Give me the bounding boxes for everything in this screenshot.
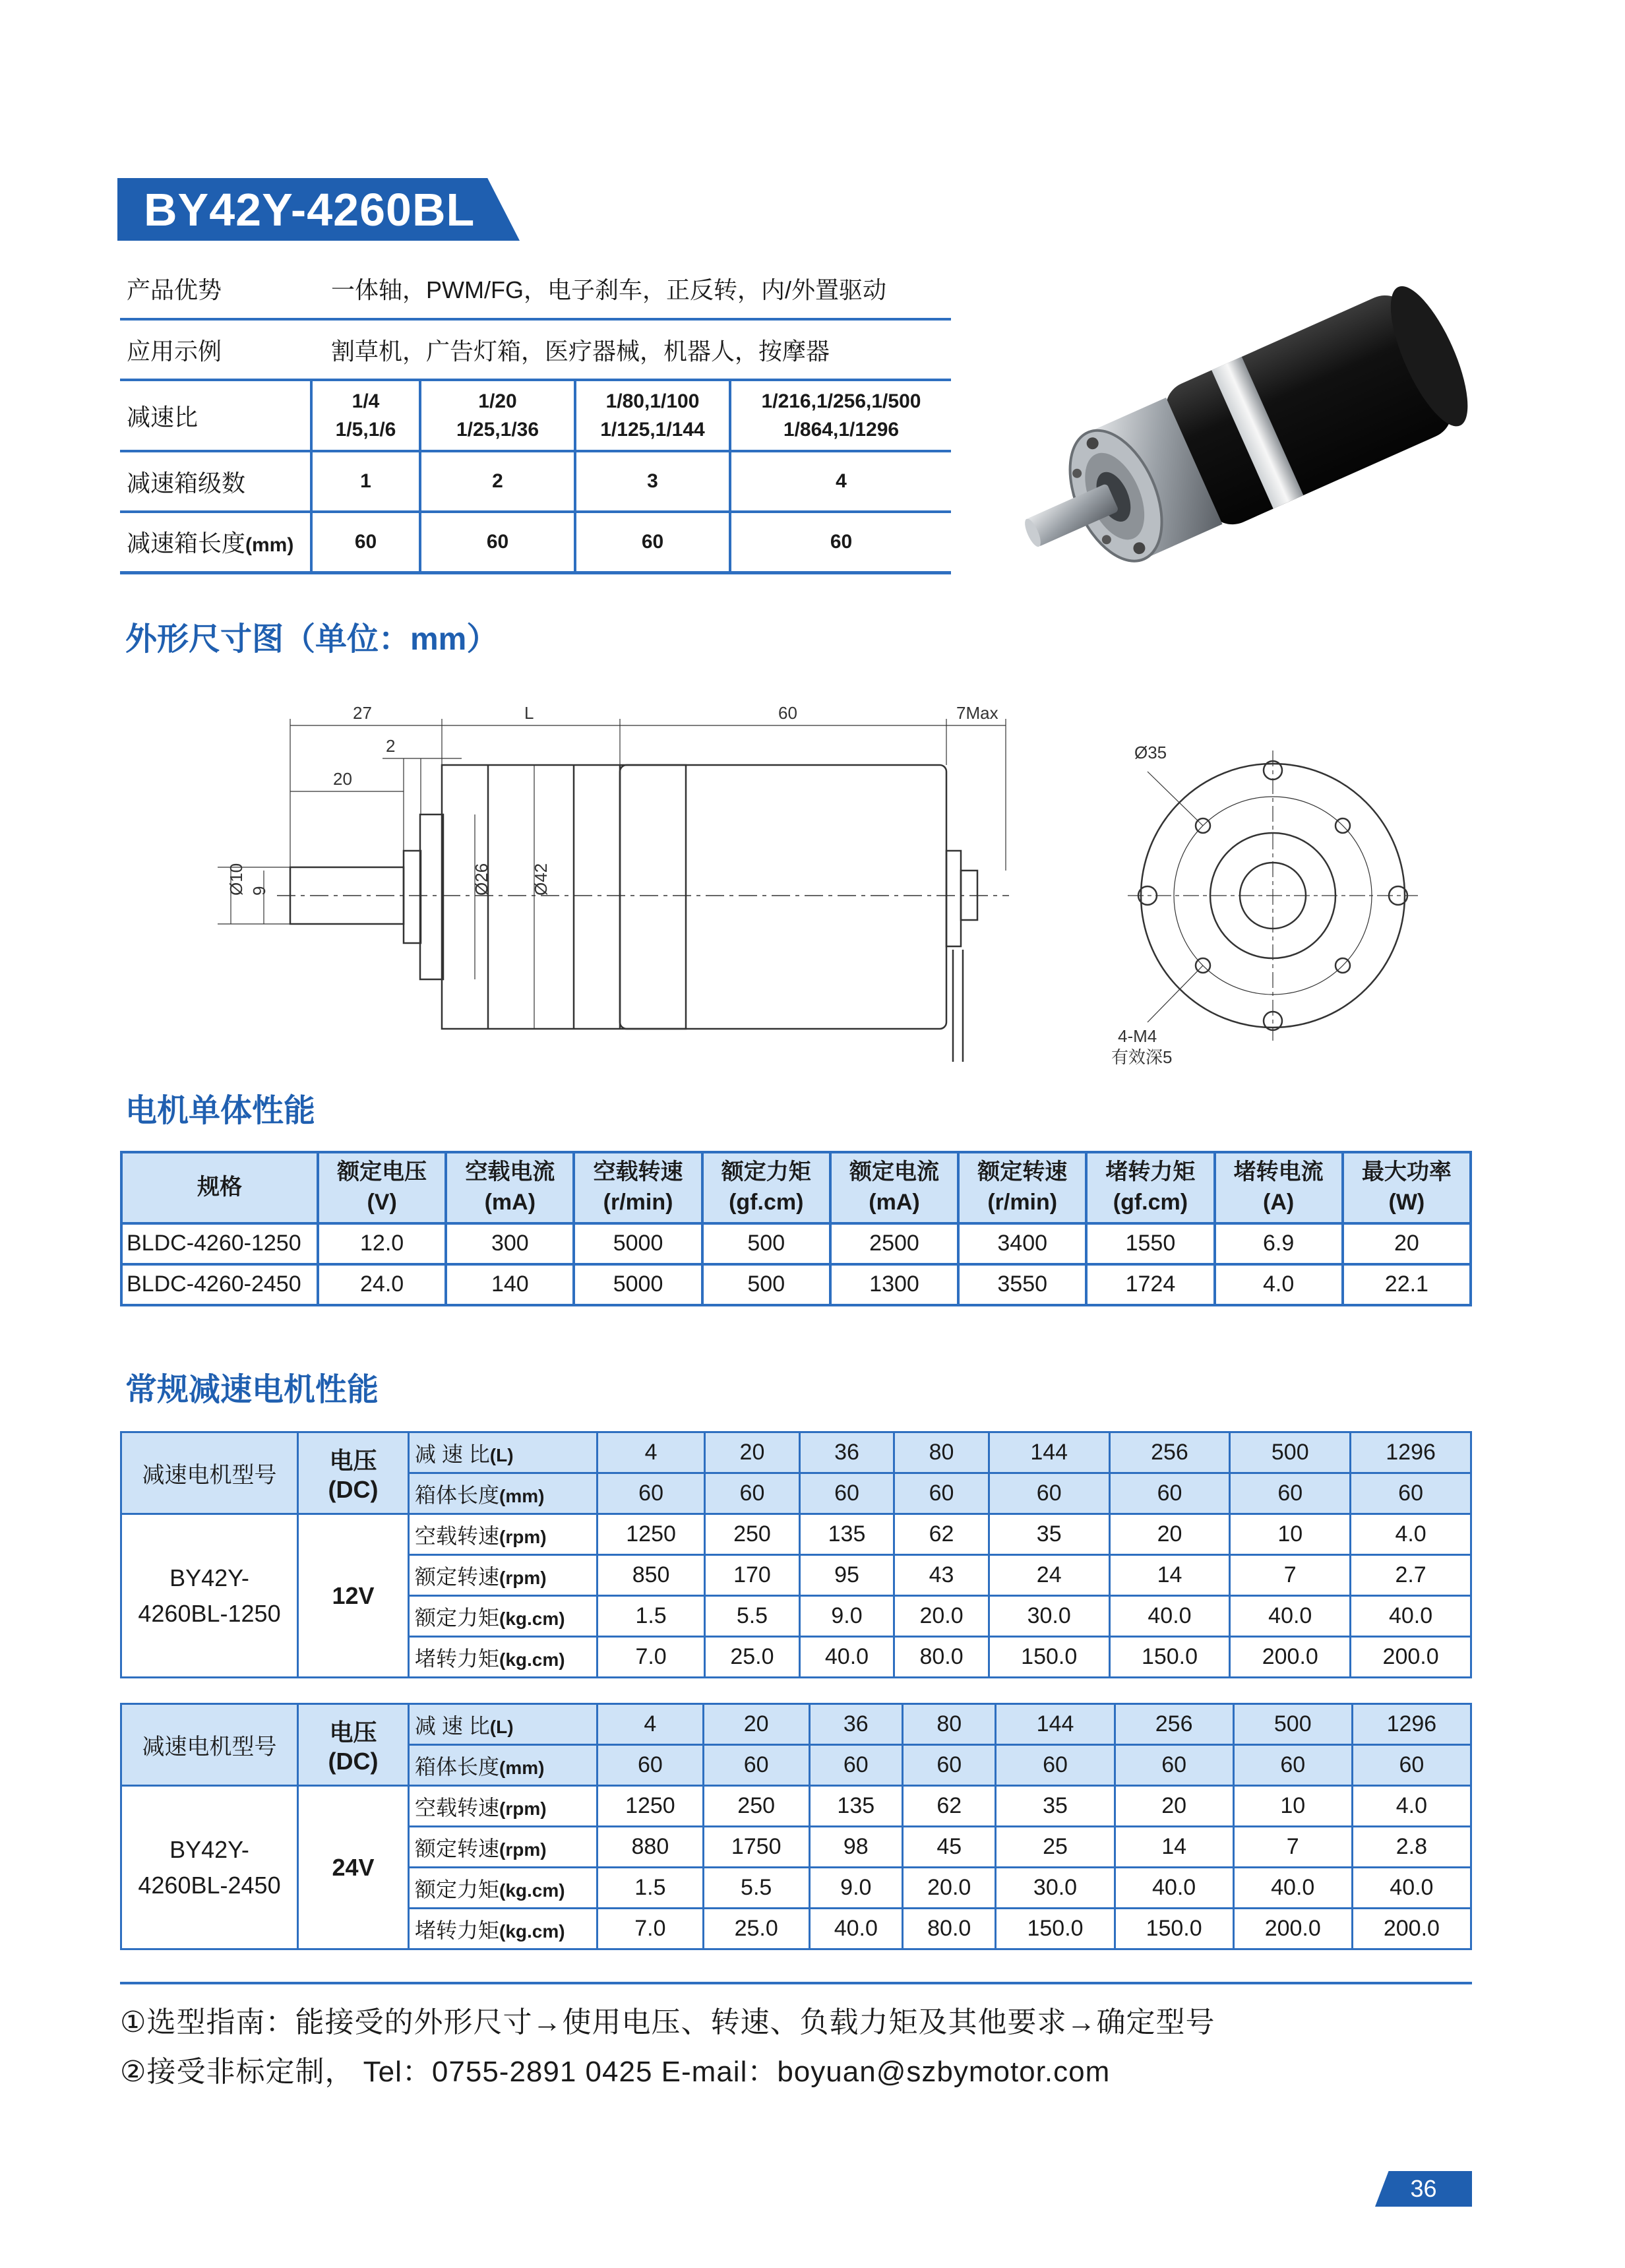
table-cell: 135 bbox=[809, 1786, 902, 1827]
table-cell: 1550 bbox=[1086, 1223, 1214, 1264]
table-cell: 20.0 bbox=[894, 1596, 989, 1637]
param-label: 堵转力矩(kg.cm) bbox=[409, 1637, 598, 1678]
spec-value: 一体轴，PWM/FG，电子刹车，正反转，内/外置驱动 bbox=[311, 259, 951, 319]
table-cell: 36 bbox=[799, 1432, 894, 1473]
table-cell: 1.5 bbox=[598, 1596, 705, 1637]
table-cell: 1250 bbox=[598, 1514, 705, 1555]
table-cell: 60 bbox=[705, 1473, 800, 1514]
table-cell: 20 bbox=[1343, 1223, 1471, 1264]
header-cell: 额定转速 (r/min) bbox=[958, 1152, 1086, 1223]
table-cell: 60 bbox=[598, 1473, 705, 1514]
table-cell: 30.0 bbox=[996, 1868, 1115, 1909]
table-cell: 20 bbox=[705, 1432, 800, 1473]
dim-9: 9 bbox=[249, 886, 269, 896]
table-cell: 10 bbox=[1233, 1786, 1352, 1827]
spec-table bbox=[120, 259, 951, 574]
table-cell: 14 bbox=[1115, 1827, 1233, 1868]
table-cell: 60 bbox=[1233, 1745, 1352, 1786]
dim-phi35: Ø35 bbox=[1134, 743, 1167, 762]
table-cell: 1750 bbox=[703, 1827, 809, 1868]
table-cell: 144 bbox=[989, 1432, 1109, 1473]
table-cell: 40.0 bbox=[1233, 1868, 1352, 1909]
spec-cell: 1 bbox=[311, 451, 420, 512]
header-cell: 规格 bbox=[121, 1152, 318, 1223]
table-cell: 9.0 bbox=[799, 1596, 894, 1637]
table-cell: 80 bbox=[903, 1704, 996, 1745]
header-cell: 额定电流 (mA) bbox=[830, 1152, 958, 1223]
param-label: 额定力矩(kg.cm) bbox=[409, 1868, 598, 1909]
table-cell: 40.0 bbox=[1115, 1868, 1233, 1909]
dimension-section-title: 外形尺寸图（单位：mm） bbox=[125, 622, 499, 657]
table-cell: 4 bbox=[598, 1432, 705, 1473]
spec-cell: 1/20 1/25,1/36 bbox=[420, 380, 575, 451]
note-2: ②接受非标定制， Tel：0755-2891 0425 E-mail：boyuan@szbymotor.com bbox=[120, 2056, 1111, 2088]
dim-phi26: Ø26 bbox=[472, 863, 491, 896]
table-cell: 60 bbox=[1230, 1473, 1351, 1514]
table-cell: 500 bbox=[702, 1223, 830, 1264]
param-label: 空载转速(rpm) bbox=[409, 1514, 598, 1555]
spec-label: 应用示例 bbox=[120, 319, 311, 380]
table-cell: 5000 bbox=[574, 1223, 702, 1264]
table-cell: 7.0 bbox=[598, 1909, 704, 1949]
table-row bbox=[121, 1514, 1471, 1555]
motor-table-header bbox=[121, 1152, 1471, 1223]
table-cell: 24.0 bbox=[318, 1264, 446, 1305]
page-title: BY42Y-4260BL bbox=[144, 184, 475, 235]
table-row bbox=[121, 1704, 1471, 1745]
table-cell: 25.0 bbox=[705, 1637, 800, 1678]
dimension-drawing bbox=[198, 686, 1418, 1075]
spec-cell: 4 bbox=[730, 451, 951, 512]
table-cell: 2500 bbox=[830, 1223, 958, 1264]
dim-L: L bbox=[524, 703, 534, 723]
page-number: 36 bbox=[1410, 2175, 1437, 2202]
table-cell: 150.0 bbox=[996, 1909, 1115, 1949]
table-cell: 4.0 bbox=[1215, 1264, 1343, 1305]
table-row bbox=[121, 1786, 1471, 1827]
dim-depth: 有效深5 bbox=[1111, 1047, 1173, 1067]
table-cell: 200.0 bbox=[1352, 1909, 1471, 1949]
table-cell: 200.0 bbox=[1351, 1637, 1471, 1678]
spec-cell: 60 bbox=[730, 512, 951, 572]
header-cell: 空载转速 (r/min) bbox=[574, 1152, 702, 1223]
table-row bbox=[121, 1223, 1471, 1264]
table-cell: 4.0 bbox=[1351, 1514, 1471, 1555]
table-cell: 2.7 bbox=[1351, 1555, 1471, 1596]
table-row bbox=[121, 1432, 1471, 1473]
table-cell: 30.0 bbox=[989, 1596, 1109, 1637]
table-cell: 5.5 bbox=[705, 1596, 800, 1637]
table-cell: 850 bbox=[598, 1555, 705, 1596]
volt-header: 电压 (DC) bbox=[298, 1432, 409, 1514]
dim-7max: 7Max bbox=[956, 703, 998, 723]
spec-row-advantages bbox=[120, 259, 951, 319]
motor-table bbox=[120, 1151, 1472, 1306]
table-cell: 5.5 bbox=[703, 1868, 809, 1909]
table-cell: 4.0 bbox=[1352, 1786, 1471, 1827]
spec-label: 产品优势 bbox=[120, 259, 311, 319]
table-cell: 256 bbox=[1109, 1432, 1230, 1473]
table-cell: 140 bbox=[446, 1264, 574, 1305]
header-cell: 额定电压 (V) bbox=[318, 1152, 446, 1223]
table-cell: 3400 bbox=[958, 1223, 1086, 1264]
table-cell: 20 bbox=[703, 1704, 809, 1745]
dim-27: 27 bbox=[353, 703, 372, 723]
table-cell: 1300 bbox=[830, 1264, 958, 1305]
table-cell: 60 bbox=[1351, 1473, 1471, 1514]
table-cell: 4 bbox=[598, 1704, 704, 1745]
table-cell: 60 bbox=[1109, 1473, 1230, 1514]
table-cell: 24 bbox=[989, 1555, 1109, 1596]
table-cell: 40.0 bbox=[1352, 1868, 1471, 1909]
table-row bbox=[121, 1264, 1471, 1305]
spec-label: 减速箱级数 bbox=[120, 451, 311, 512]
table-cell: 10 bbox=[1230, 1514, 1351, 1555]
table-cell: 60 bbox=[903, 1745, 996, 1786]
table-cell: 20 bbox=[1109, 1514, 1230, 1555]
table-cell: 45 bbox=[903, 1827, 996, 1868]
table-cell: 60 bbox=[1115, 1745, 1233, 1786]
table-cell: 135 bbox=[799, 1514, 894, 1555]
table-cell: 7.0 bbox=[598, 1637, 705, 1678]
table-cell: 40.0 bbox=[809, 1909, 902, 1949]
table-cell: 80 bbox=[894, 1432, 989, 1473]
table-cell: 60 bbox=[894, 1473, 989, 1514]
spec-row-stages bbox=[120, 451, 951, 512]
spec-value: 割草机，广告灯箱，医疗器械，机器人，按摩器 bbox=[311, 319, 951, 380]
dim-phi42: Ø42 bbox=[531, 863, 551, 896]
voltage: 12V bbox=[298, 1514, 409, 1678]
notes-divider bbox=[120, 1982, 1472, 1984]
table-cell: BLDC-4260-2450 bbox=[121, 1264, 318, 1305]
table-cell: 1.5 bbox=[598, 1868, 704, 1909]
table-cell: 60 bbox=[809, 1745, 902, 1786]
table-cell: 20.0 bbox=[903, 1868, 996, 1909]
note-1: ①选型指南：能接受的外形尺寸→使用电压、转速、负载力矩及其他要求→确定型号 bbox=[120, 2006, 1215, 2038]
table-cell: 60 bbox=[1352, 1745, 1471, 1786]
table-cell: 20 bbox=[1115, 1786, 1233, 1827]
table-cell: 40.0 bbox=[1351, 1596, 1471, 1637]
table-cell: 40.0 bbox=[1109, 1596, 1230, 1637]
table-cell: 200.0 bbox=[1233, 1909, 1352, 1949]
table-cell: 256 bbox=[1115, 1704, 1233, 1745]
table-cell: 60 bbox=[989, 1473, 1109, 1514]
model-name: BY42Y- 4260BL-2450 bbox=[121, 1786, 298, 1949]
dim-4m4: 4-M4 bbox=[1118, 1026, 1157, 1046]
ratio-label: 减 速 比(L) bbox=[409, 1432, 598, 1473]
table-cell: 1724 bbox=[1086, 1264, 1214, 1305]
table-cell: 150.0 bbox=[1109, 1637, 1230, 1678]
table-cell: 6.9 bbox=[1215, 1223, 1343, 1264]
spec-label: 减速箱长度(mm) bbox=[120, 512, 311, 572]
param-label: 堵转力矩(kg.cm) bbox=[409, 1909, 598, 1949]
table-cell: 150.0 bbox=[989, 1637, 1109, 1678]
model-header: 减速电机型号 bbox=[121, 1704, 298, 1786]
table-cell: 80.0 bbox=[903, 1909, 996, 1949]
spec-cell: 1/80,1/100 1/125,1/144 bbox=[575, 380, 730, 451]
gear-table-24v bbox=[120, 1703, 1472, 1950]
box-label: 箱体长度(mm) bbox=[409, 1473, 598, 1514]
spec-row-applications bbox=[120, 319, 951, 380]
table-cell: 43 bbox=[894, 1555, 989, 1596]
box-label: 箱体长度(mm) bbox=[409, 1745, 598, 1786]
table-cell: 60 bbox=[598, 1745, 704, 1786]
table-cell: 40.0 bbox=[1230, 1596, 1351, 1637]
table-cell: 5000 bbox=[574, 1264, 702, 1305]
table-cell: 7 bbox=[1230, 1555, 1351, 1596]
param-label: 额定转速(rpm) bbox=[409, 1827, 598, 1868]
table-cell: 80.0 bbox=[894, 1637, 989, 1678]
spec-cell: 60 bbox=[575, 512, 730, 572]
volt-header: 电压 (DC) bbox=[298, 1704, 409, 1786]
spec-cell: 1/4 1/5,1/6 bbox=[311, 380, 420, 451]
table-cell: 95 bbox=[799, 1555, 894, 1596]
dim-20: 20 bbox=[333, 769, 352, 789]
gear-table-12v bbox=[120, 1431, 1472, 1678]
table-cell: 3550 bbox=[958, 1264, 1086, 1305]
header-cell: 额定力矩 (gf.cm) bbox=[702, 1152, 830, 1223]
motor-section-title: 电机单体性能 bbox=[125, 1093, 316, 1128]
table-cell: 500 bbox=[1233, 1704, 1352, 1745]
table-cell: 2.8 bbox=[1352, 1827, 1471, 1868]
dim-phi10: Ø10 bbox=[226, 863, 246, 896]
spec-row-length bbox=[120, 512, 951, 572]
ratio-label: 减 速 比(L) bbox=[409, 1704, 598, 1745]
table-cell: 98 bbox=[809, 1827, 902, 1868]
table-cell: 36 bbox=[809, 1704, 902, 1745]
param-label: 额定力矩(kg.cm) bbox=[409, 1596, 598, 1637]
table-cell: 300 bbox=[446, 1223, 574, 1264]
spec-cell: 1/216,1/256,1/500 1/864,1/1296 bbox=[730, 380, 951, 451]
dim-60: 60 bbox=[778, 703, 797, 723]
table-cell: 62 bbox=[903, 1786, 996, 1827]
spec-row-ratio bbox=[120, 380, 951, 451]
model-header: 减速电机型号 bbox=[121, 1432, 298, 1514]
table-cell: 60 bbox=[703, 1745, 809, 1786]
voltage: 24V bbox=[298, 1786, 409, 1949]
table-cell: 144 bbox=[996, 1704, 1115, 1745]
header-cell: 堵转电流 (A) bbox=[1215, 1152, 1343, 1223]
table-cell: 40.0 bbox=[799, 1637, 894, 1678]
spec-label: 减速比 bbox=[120, 380, 311, 451]
table-cell: 22.1 bbox=[1343, 1264, 1471, 1305]
table-cell: 500 bbox=[702, 1264, 830, 1305]
table-cell: 1296 bbox=[1351, 1432, 1471, 1473]
gear-section-title: 常规减速电机性能 bbox=[125, 1372, 379, 1407]
param-label: 空载转速(rpm) bbox=[409, 1786, 598, 1827]
table-cell: 35 bbox=[989, 1514, 1109, 1555]
table-cell: 1296 bbox=[1352, 1704, 1471, 1745]
spec-cell: 60 bbox=[420, 512, 575, 572]
model-name: BY42Y- 4260BL-1250 bbox=[121, 1514, 298, 1678]
table-cell: BLDC-4260-1250 bbox=[121, 1223, 318, 1264]
table-cell: 200.0 bbox=[1230, 1637, 1351, 1678]
header-cell: 空载电流 (mA) bbox=[446, 1152, 574, 1223]
header-cell: 最大功率 (W) bbox=[1343, 1152, 1471, 1223]
dim-2: 2 bbox=[386, 736, 396, 756]
table-cell: 500 bbox=[1230, 1432, 1351, 1473]
spec-cell: 60 bbox=[311, 512, 420, 572]
table-cell: 170 bbox=[705, 1555, 800, 1596]
table-cell: 12.0 bbox=[318, 1223, 446, 1264]
param-label: 额定转速(rpm) bbox=[409, 1555, 598, 1596]
table-cell: 25 bbox=[996, 1827, 1115, 1868]
table-cell: 7 bbox=[1233, 1827, 1352, 1868]
table-cell: 35 bbox=[996, 1786, 1115, 1827]
table-cell: 1250 bbox=[598, 1786, 704, 1827]
table-cell: 60 bbox=[996, 1745, 1115, 1786]
table-cell: 250 bbox=[705, 1514, 800, 1555]
table-cell: 14 bbox=[1109, 1555, 1230, 1596]
spec-cell: 2 bbox=[420, 451, 575, 512]
table-cell: 9.0 bbox=[809, 1868, 902, 1909]
table-cell: 250 bbox=[703, 1786, 809, 1827]
table-cell: 60 bbox=[799, 1473, 894, 1514]
table-cell: 150.0 bbox=[1115, 1909, 1233, 1949]
header-cell: 堵转力矩 (gf.cm) bbox=[1086, 1152, 1214, 1223]
table-cell: 62 bbox=[894, 1514, 989, 1555]
product-photo bbox=[1009, 264, 1484, 633]
table-cell: 25.0 bbox=[703, 1909, 809, 1949]
spec-cell: 3 bbox=[575, 451, 730, 512]
table-cell: 880 bbox=[598, 1827, 704, 1868]
